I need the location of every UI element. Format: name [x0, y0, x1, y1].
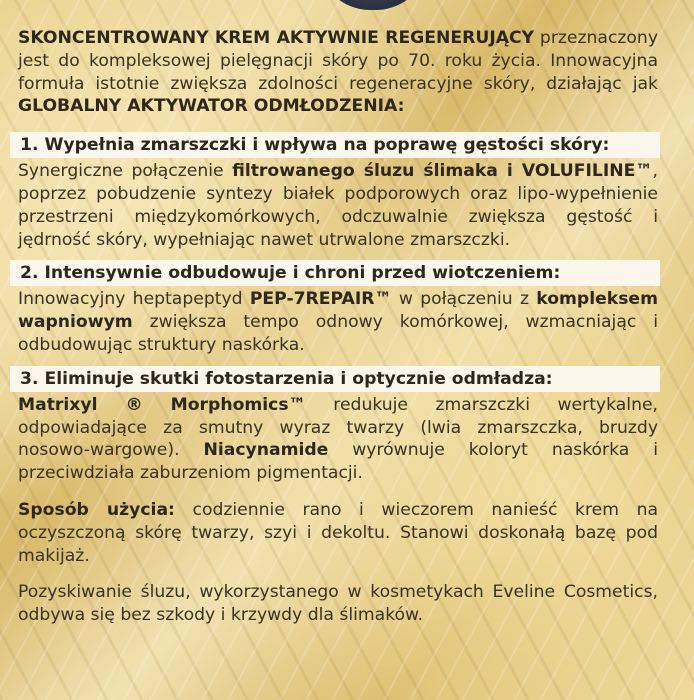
usage-text: codziennie rano i wieczorem nanieść krem na oczyszczoną skórę twarzy, szyi i dekoltu. Stanowi doskonałą bazę pod makijaż.: [18, 499, 658, 566]
section-1-text-b: , poprzez pobudzenie syntezy białek podporowych oraz lipo-wypełnienie przestrzeni międzykomórkowych, odczuwalnie zwiększa gęstość i jędrność skóry, wypełniając nawet utrwalone zmarszczki.: [18, 161, 658, 250]
section-3-ingredient-b: Niacynamide: [203, 440, 329, 461]
section-3: [18, 366, 658, 485]
section-3-heading: 3. Eliminuje skutki fotostarzenia i optycznie odmładza:: [10, 366, 660, 392]
section-2: [18, 260, 658, 356]
intro-paragraph: [18, 27, 658, 118]
footer-note: Pozyskiwanie śluzu, wykorzystanego w kosmetykach Eveline Cosmetics, odbywa się bez szkody i krzywdy dla ślimaków.: [18, 582, 658, 626]
section-2-text-b: w połączeniu z: [391, 289, 537, 310]
section-1-ingredient: filtrowanego śluzu ślimaka i VOLUFILINE™: [232, 161, 653, 182]
usage-paragraph: [18, 499, 658, 567]
usage-label: Sposób użycia:: [18, 499, 175, 520]
intro-text: przeznaczony jest do kompleksowej pielęgnacji skóry po 70. roku życia. Innowacyjna formuła istotnie zwiększa zdolności regeneracyjne skóry, działając jak: [18, 28, 658, 94]
section-3-ingredient-a: Matrixyl ® Morphomics™: [18, 394, 306, 415]
section-3-body: [18, 394, 658, 485]
intro-highlight: GLOBALNY AKTYWATOR ODMŁODZENIA:: [18, 96, 405, 117]
section-3-text-b: wyrównuje koloryt naskórka i przeciwdziała zaburzeniom pigmentacji.: [18, 440, 658, 484]
section-2-ingredient-a: PEP-7REPAIR™: [249, 289, 392, 310]
product-seal-icon: [318, 0, 428, 10]
section-2-body: [18, 288, 658, 356]
intro-lead: SKONCENTROWANY KREM AKTYWNIE REGENERUJĄCY: [18, 28, 535, 48]
section-2-heading: 2. Intensywnie odbudowuje i chroni przed wiotczeniem:: [10, 260, 660, 286]
section-1-heading: 1. Wypełnia zmarszczki i wpływa na poprawę gęstości skóry:: [10, 132, 660, 158]
section-1: [18, 132, 658, 251]
section-2-text-a: Innowacyjny heptapeptyd: [18, 289, 250, 310]
leaflet-text: [18, 27, 658, 627]
section-1-text-a: Synergiczne połączenie: [18, 161, 233, 182]
section-3-text-a: redukuje zmarszczki wertykalne, odpowiadające za smutny wyraz twarzy (lwia zmarszczka, bruzdy nosowo-wargowe).: [18, 394, 658, 461]
section-1-body: [18, 160, 658, 251]
section-2-text-c: zwiększa tempo odnowy komórkowej, wzmacniając i odbudowując struktury naskórka.: [18, 312, 658, 355]
section-2-ingredient-b: kompleksem wapniowym: [18, 289, 658, 333]
